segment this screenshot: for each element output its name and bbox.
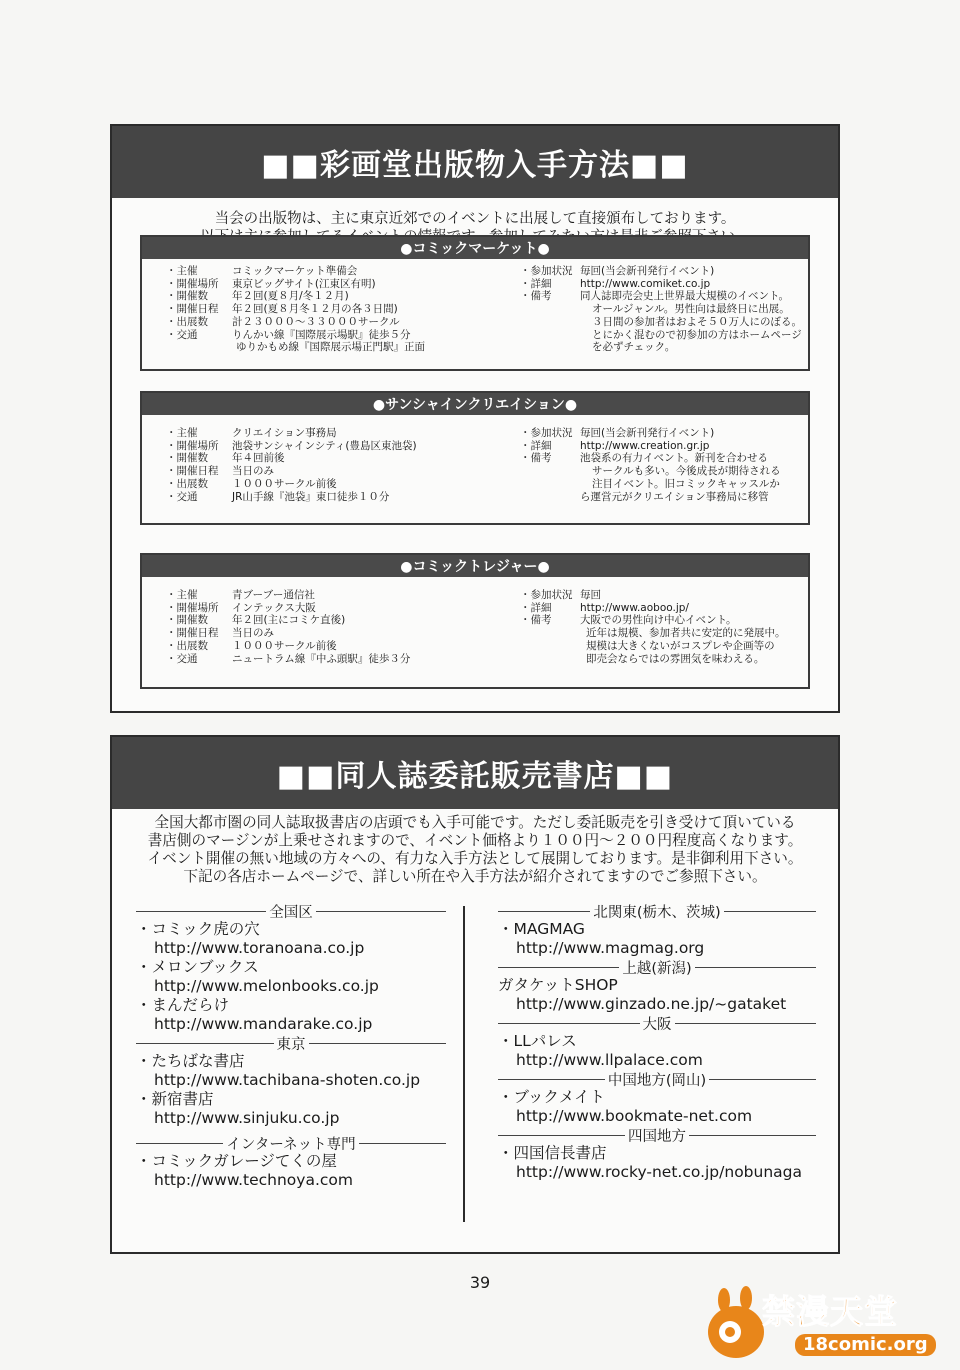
event-details-right xyxy=(520,427,781,503)
shop-name: ・メロンブックス xyxy=(136,958,259,976)
event-card-sunshine-creation xyxy=(140,391,810,525)
detail-row: ・参加状況 毎回(当会新刊発行イベント) xyxy=(520,265,715,277)
detail-row: ゆりかもめ線『国際展示場正門駅』正面 xyxy=(236,341,425,354)
shop-name: ・四国信長書店 xyxy=(498,1144,607,1162)
shop-name: ・LLパレス xyxy=(498,1032,577,1050)
shop-url[interactable]: http://www.bookmate-net.com xyxy=(516,1107,753,1125)
detail-row: ・備考 同人誌即売会史上世界最大規模のイベント。 xyxy=(520,290,790,303)
event-title: ●コミックトレジャー● xyxy=(142,555,808,577)
shop-name: ・コミック虎の穴 xyxy=(136,920,260,938)
region-header: 大阪 xyxy=(498,1014,816,1032)
shop-url[interactable]: http://www.sinjuku.co.jp xyxy=(154,1109,340,1127)
shop-column-right xyxy=(498,902,816,1182)
detail-row: ・出展数 １０００サークル前後 xyxy=(166,639,337,652)
detail-row: ・開催場所 東京ビッグサイト(江東区有明) xyxy=(166,277,376,290)
event-title: ●サンシャインクリエイション● xyxy=(142,393,808,415)
intro-line: イベント開催の無い地域の方々への、有力な入手方法として展開しております。是非御利用下さい。 xyxy=(147,850,803,867)
region-header: 上越(新潟) xyxy=(498,958,816,976)
shop-url[interactable]: http://www.melonbooks.co.jp xyxy=(154,977,379,995)
shop-name: ・新宿書店 xyxy=(136,1090,214,1108)
region-header: 東京 xyxy=(136,1034,446,1052)
detail-row: ・出展数 １０００サークル前後 xyxy=(166,477,337,490)
intro-line: 全国大都市圏の同人誌取扱書店の店頭でも入手可能です。ただし委託販売を引き受けて頂いている xyxy=(154,814,796,831)
event-details xyxy=(142,577,808,665)
detail-row: とにかく混むので初参加の方はホームページ xyxy=(592,328,802,341)
detail-row: 即売会ならではの雰囲気を味わえる。 xyxy=(586,652,765,665)
shop-name: ・ブックメイト xyxy=(498,1088,605,1106)
event-details xyxy=(142,259,808,354)
event-details-left xyxy=(166,427,520,503)
detail-row: ・主催 青ブーブー通信社 xyxy=(166,589,315,601)
shop-url[interactable]: http://www.technoya.com xyxy=(154,1171,353,1189)
intro-line: 下記の各店ホームページで、詳しい所在や入手方法が紹介されてますのでご参照下さい。 xyxy=(183,868,767,885)
shop-url[interactable]: http://www.ginzado.ne.jp/~gataket xyxy=(516,995,787,1013)
detail-row: ・開催数 年２回(夏８月/冬１２月) xyxy=(166,290,349,303)
intro-line: 書店側のマージンが上乗せされますので、イベント価格より１００円～２００円程度高くなります。 xyxy=(147,832,803,849)
region-header: 全国区 xyxy=(136,902,446,920)
detail-row: ・参加状況 毎回(当会新刊発行イベント) xyxy=(520,427,715,439)
detail-row: ・開催日程 当日のみ xyxy=(166,627,274,640)
intro-line: 当会の出版物は、主に東京近郊でのイベントに出展して直接頒布しております。 xyxy=(214,211,736,227)
region-header: 北関東(栃木、茨城) xyxy=(498,902,816,920)
shop-url[interactable]: http://www.llpalace.com xyxy=(516,1051,703,1069)
region-header: 四国地方 xyxy=(498,1126,816,1144)
detail-row: 注目イベント。旧コミックキャッスルか xyxy=(592,477,780,490)
detail-row: ・開催日程 年２回(夏８月冬１２月の各３日間) xyxy=(166,303,398,316)
detail-row: ３日間の参加者はおよそ５０万人にのぼる。 xyxy=(592,315,802,328)
shop-name: ガタケットSHOP xyxy=(498,976,618,994)
bookstore-intro xyxy=(112,814,838,886)
shop-name: ・まんだらけ xyxy=(136,996,230,1014)
detail-row: ・備考 池袋系の有力イベント。新刊を合わせる xyxy=(520,452,769,465)
detail-row: ・参加状況 毎回 xyxy=(520,589,601,601)
detail-row: ・備考 大阪での男性向け中心イベント。 xyxy=(520,614,737,627)
event-details xyxy=(142,415,808,503)
shop-name: ・コミックガレージてくの屋 xyxy=(136,1152,337,1170)
detail-row: ・主催 クリエイション事務局 xyxy=(166,427,337,439)
shop-url[interactable]: http://www.mandarake.co.jp xyxy=(154,1015,373,1033)
detail-row: ・開催場所 池袋サンシャインシティ(豊島区東池袋) xyxy=(166,439,417,452)
shop-column-left xyxy=(136,902,446,1190)
watermark-logo xyxy=(700,1282,950,1364)
shop-url[interactable]: http://www.magmag.org xyxy=(516,939,705,957)
bookstore-title: ■■同人誌委託販売書店■■ xyxy=(112,737,838,809)
column-divider xyxy=(463,906,465,1222)
region-header: 中国地方(岡山) xyxy=(498,1070,816,1088)
detail-row: ・主催 コミックマーケット準備会 xyxy=(166,265,358,277)
detail-row: 規模は大きくないがコスプレや企画等の xyxy=(586,639,775,652)
event-info-title: ■■彩画堂出版物入手方法■■ xyxy=(112,126,838,198)
detail-row: ・開催日程 当日のみ xyxy=(166,465,274,478)
page-number: 39 xyxy=(469,1273,491,1292)
mascot-icon xyxy=(700,1284,770,1362)
event-details-right xyxy=(520,265,802,354)
bookstore-box xyxy=(110,735,840,1254)
detail-row: を必ずチェック。 xyxy=(592,341,676,354)
detail-row: ・交通 りんかい線『国際展示場駅』徒歩５分 xyxy=(166,328,411,341)
detail-row: ら運営元がクリエイション事務局に移管 xyxy=(580,490,769,503)
event-title: ●コミックマーケット● xyxy=(142,237,808,259)
detail-row: ・詳細 http://www.aoboo.jp/ xyxy=(520,601,689,614)
watermark-url: 18comic.org xyxy=(795,1334,936,1356)
shop-listing xyxy=(112,902,838,1282)
detail-row: ・詳細 http://www.creation.gr.jp xyxy=(520,439,710,452)
shop-name: ・MAGMAG xyxy=(498,920,585,938)
watermark-title: 禁漫天堂 xyxy=(762,1292,898,1331)
detail-row: ・開催場所 インテックス大阪 xyxy=(166,601,316,614)
detail-row: ・開催数 年２回(主にコミケ直後) xyxy=(166,614,346,627)
shop-url[interactable]: http://www.toranoana.co.jp xyxy=(154,939,365,957)
detail-row: ・交通 JR山手線『池袋』東口徒歩１０分 xyxy=(166,490,390,503)
shop-url[interactable]: http://www.tachibana-shoten.co.jp xyxy=(154,1071,421,1089)
detail-row: ・出展数 計２３０００～３３０００サークル xyxy=(166,315,400,328)
shop-url[interactable]: http://www.rocky-net.co.jp/nobunaga xyxy=(516,1163,802,1181)
detail-row: サークルも多い。今後成長が期待される xyxy=(592,465,781,478)
detail-row: ・開催数 年４回前後 xyxy=(166,452,285,465)
region-header: インターネット専門 xyxy=(136,1134,446,1152)
event-details-right xyxy=(520,589,786,665)
event-info-box xyxy=(110,124,840,713)
detail-row: オールジャンル。男性向は最終日に出展。 xyxy=(592,303,790,316)
shop-name: ・たちばな書店 xyxy=(136,1052,245,1070)
event-details-left xyxy=(166,589,520,665)
detail-row: ・詳細 http://www.comiket.co.jp xyxy=(520,277,711,290)
detail-row: 近年は規模、参加者共に安定的に発展中。 xyxy=(586,627,786,640)
event-card-comic-treasure xyxy=(140,553,810,689)
event-card-comiket xyxy=(140,235,810,371)
detail-row: ・交通 ニュートラム線『中ふ頭駅』徒歩３分 xyxy=(166,652,411,665)
event-details-left xyxy=(166,265,520,354)
